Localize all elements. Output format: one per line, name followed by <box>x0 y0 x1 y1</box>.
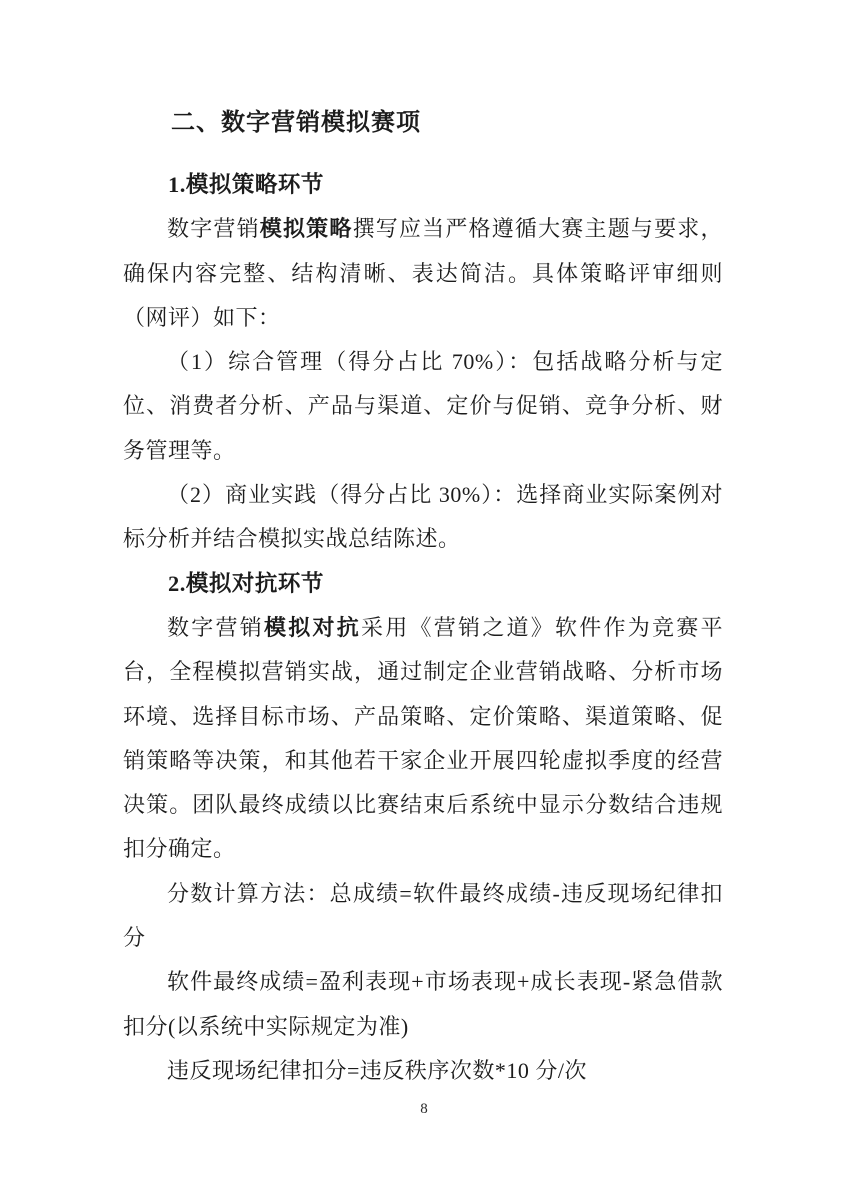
text-run: 数字营销 <box>167 216 260 242</box>
text-run: 数字营销 <box>167 614 264 640</box>
paragraph-discipline-deduction-formula: 违反现场纪律扣分=违反秩序次数*10 分/次 <box>167 1057 588 1083</box>
subsection-heading-strategy: 1.模拟策略环节 <box>168 172 324 197</box>
text-run-bold: 模拟策略 <box>259 216 353 242</box>
page-number: 8 <box>420 1101 428 1117</box>
paragraph-criteria-item-1: （1）综合管理（得分占比 70%）：包括战略分析与定位、消费者分析、产品与渠道、定价与促销、竞争分析、财务管理等。 <box>123 349 723 463</box>
paragraph-strategy-intro <box>123 207 723 340</box>
text-run-bold: 模拟对抗 <box>264 614 361 640</box>
text-run: 撰写应当严格遵循大赛主题与要求，确保内容完整、结构清晰、表达简洁。具体策略评审细则（网评）如下： <box>123 216 723 330</box>
paragraph-score-method: 分数计算方法：总成绩=软件最终成绩-违反现场纪律扣分 <box>123 880 723 951</box>
paragraph-software-score-formula: 软件最终成绩=盈利表现+市场表现+成长表现-紧急借款扣分(以系统中实际规定为准) <box>123 969 723 1039</box>
document-body <box>123 100 723 1093</box>
paragraph-criteria-item-2: （2）商业实践（得分占比 30%）：选择商业实际案例对标分析并结合模拟实战总结陈述。 <box>123 482 723 552</box>
section-heading: 二、数字营销模拟赛项 <box>171 110 421 136</box>
text-run: 采用《营销之道》软件作为竞赛平台，全程模拟营销实战，通过制定企业营销战略、分析市场环境、选择目标市场、产品策略、定价策略、渠道策略、促销策略等决策，和其他若干家企业开展四轮虚拟季度的经营决策。团队最终成绩以比赛结束后系统中显示分数结合违规扣分确定。 <box>123 614 723 862</box>
subsection-heading-confrontation: 2.模拟对抗环节 <box>168 570 324 596</box>
paragraph-confrontation-intro <box>123 606 723 872</box>
